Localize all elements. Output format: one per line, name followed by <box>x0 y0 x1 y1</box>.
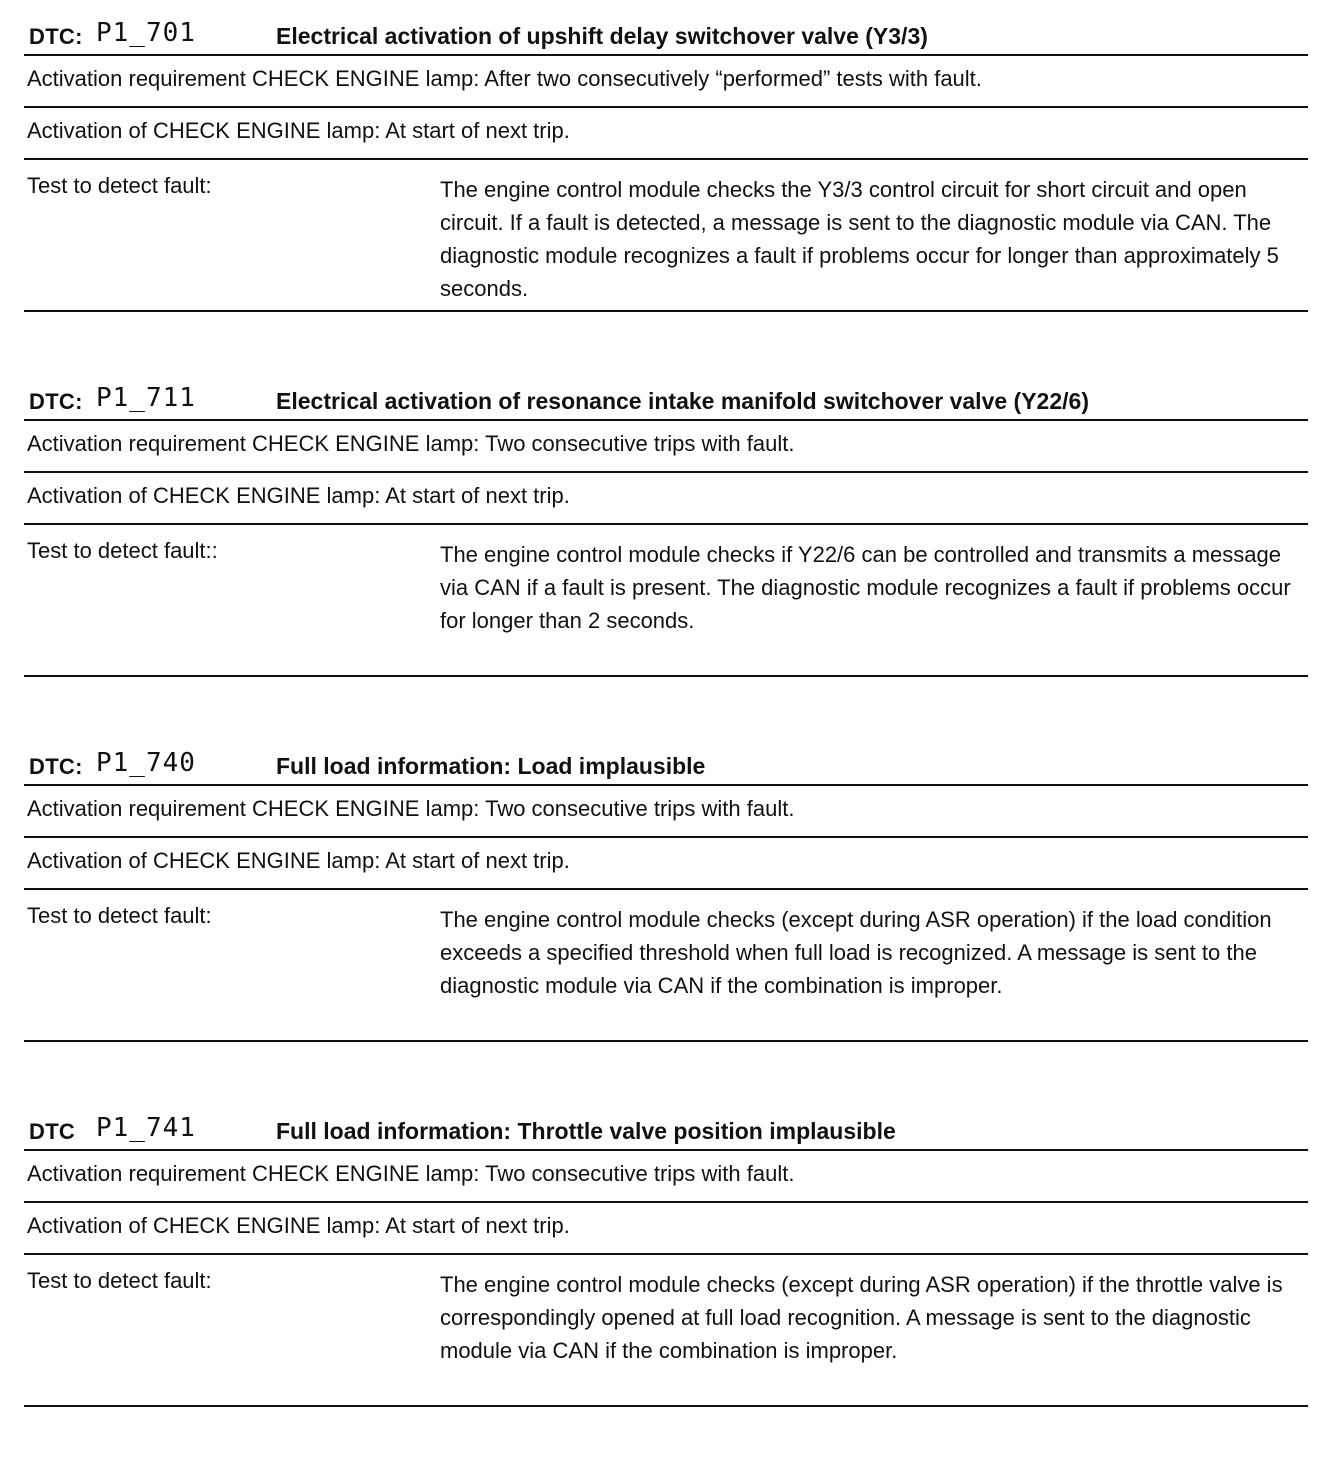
test-row <box>24 890 1308 1042</box>
activation-requirement-text: Activation requirement CHECK ENGINE lamp: Two consecutive trips with fault. <box>27 431 795 456</box>
dtc-title: Electrical activation of upshift delay switchover valve (Y3/3) <box>276 23 928 49</box>
activation-requirement-row <box>24 1151 1308 1203</box>
test-row <box>24 160 1308 312</box>
dtc-label: DTC: <box>29 754 83 779</box>
dtc-title: Full load information: Load implausible <box>276 753 706 779</box>
activation-requirement-text: Activation requirement CHECK ENGINE lamp: After two consecutively “performed” tests with fault. <box>27 66 982 91</box>
activation-requirement-row <box>24 56 1308 108</box>
dtc-block-p1-701 <box>24 16 1308 381</box>
test-description: The engine control module checks the Y3/3 control circuit for short circuit and open circuit. If a fault is detected, a message is sent to the diagnostic module via CAN. The diagnostic module recognizes a fault if problems occur for longer than approximately 5 seconds. <box>440 177 1279 301</box>
test-label: Test to detect fault: <box>27 1268 212 1293</box>
activation-requirement-text: Activation requirement CHECK ENGINE lamp: Two consecutive trips with fault. <box>27 1161 795 1186</box>
activation-requirement-text: Activation requirement CHECK ENGINE lamp: Two consecutive trips with fault. <box>27 796 795 821</box>
dtc-label: DTC: <box>29 24 83 49</box>
activation-text: Activation of CHECK ENGINE lamp: At start of next trip. <box>27 118 570 143</box>
dtc-title: Electrical activation of resonance intake manifold switchover valve (Y22/6) <box>276 388 1089 414</box>
test-description: The engine control module checks (except during ASR operation) if the throttle valve is correspondingly opened at full load recognition. A message is sent to the diagnostic module via CAN if the combination is improper. <box>440 1272 1283 1363</box>
dtc-header <box>24 16 1308 56</box>
dtc-block-p1-740 <box>24 746 1308 1111</box>
activation-row <box>24 108 1308 160</box>
dtc-code: P1_741 <box>96 1113 196 1143</box>
activation-requirement-row <box>24 786 1308 838</box>
dtc-label: DTC <box>29 1119 76 1144</box>
dtc-label: DTC: <box>29 389 83 414</box>
dtc-block-p1-711 <box>24 381 1308 746</box>
dtc-code: P1_711 <box>96 383 196 413</box>
test-label: Test to detect fault: <box>27 173 212 198</box>
dtc-header <box>24 746 1308 786</box>
document-page <box>24 16 1308 1476</box>
test-label: Test to detect fault: <box>27 903 212 928</box>
activation-text: Activation of CHECK ENGINE lamp: At start of next trip. <box>27 848 570 873</box>
test-label: Test to detect fault:: <box>27 538 218 563</box>
test-description: The engine control module checks if Y22/6 can be controlled and transmits a message via CAN if a fault is present. The diagnostic module recognizes a fault if problems occur for longer than 2 seconds. <box>440 542 1291 633</box>
test-row <box>24 1255 1308 1407</box>
dtc-code: P1_701 <box>96 18 196 48</box>
dtc-header <box>24 1111 1308 1151</box>
dtc-header <box>24 381 1308 421</box>
activation-requirement-row <box>24 421 1308 473</box>
dtc-title: Full load information: Throttle valve position implausible <box>276 1118 896 1144</box>
dtc-block-p1-741 <box>24 1111 1308 1476</box>
activation-row <box>24 1203 1308 1255</box>
test-description: The engine control module checks (except during ASR operation) if the load condition exceeds a specified threshold when full load is recognized. A message is sent to the diagnostic module via CAN if the combination is improper. <box>440 907 1272 998</box>
activation-row <box>24 838 1308 890</box>
activation-row <box>24 473 1308 525</box>
activation-text: Activation of CHECK ENGINE lamp: At start of next trip. <box>27 1213 570 1238</box>
dtc-code: P1_740 <box>96 748 196 778</box>
test-row <box>24 525 1308 677</box>
activation-text: Activation of CHECK ENGINE lamp: At start of next trip. <box>27 483 570 508</box>
